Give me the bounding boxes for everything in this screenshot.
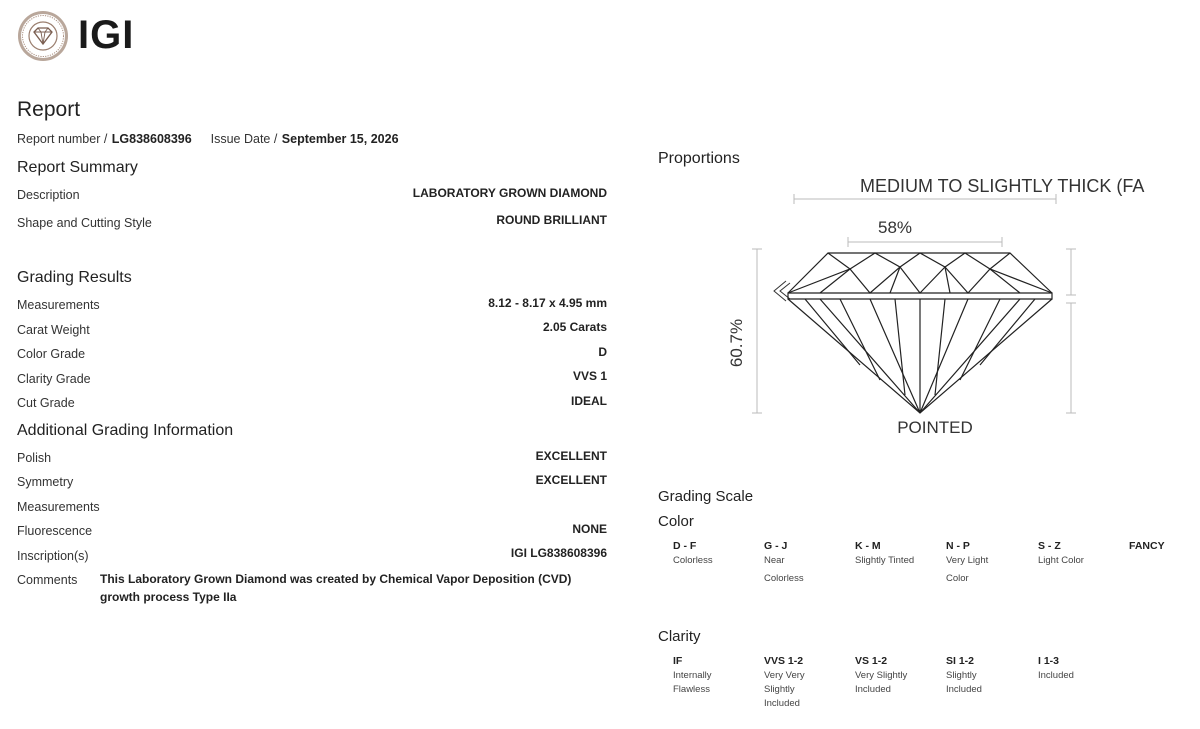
issue-date-label: Issue Date / (210, 132, 278, 146)
diamond-proportions-diagram (700, 165, 1180, 455)
color-scale-code: FANCY (1129, 540, 1165, 552)
clarity-scale-item (1038, 655, 1098, 683)
color-scale-item (855, 540, 935, 570)
fluorescence-label: Fluorescence (17, 524, 93, 538)
color-scale-desc: Slightly Tinted (855, 555, 915, 566)
color-scale-item (1038, 540, 1118, 570)
color-scale-code: G - J (764, 540, 788, 552)
cut-grade-label: Cut Grade (17, 396, 75, 410)
color-scale-title: Color (658, 513, 694, 530)
carat-value: 2.05 Carats (542, 320, 607, 334)
grading-scale-title: Grading Scale (658, 488, 754, 505)
clarity-scale-code: SI 1-2 (946, 655, 975, 667)
table-label: 58% (877, 218, 913, 237)
color-scale-code: S - Z (1038, 540, 1061, 552)
culet-label: POINTED (897, 418, 973, 437)
proportions-title: Proportions (658, 150, 740, 167)
add-measurements-label: Measurements (17, 500, 100, 514)
report-number-value: LG838608396 (111, 132, 192, 146)
color-scale-desc: Colorless (673, 555, 713, 566)
issue-date-value: September 15, 2026 (281, 132, 399, 146)
clarity-scale-item (946, 655, 996, 697)
polish-label: Polish (17, 451, 52, 465)
additional-title: Additional Grading Information (17, 422, 234, 439)
clarity-scale-title: Clarity (658, 628, 701, 645)
symmetry-label: Symmetry (17, 475, 74, 489)
grading-results-title: Grading Results (17, 269, 132, 286)
inscription-label: Inscription(s) (17, 549, 89, 563)
measurements-label: Measurements (17, 298, 100, 312)
report-meta (17, 130, 399, 148)
inscription-value: IGI LG838608396 (510, 546, 607, 560)
description-value: LABORATORY GROWN DIAMOND (412, 186, 607, 200)
clarity-scale-desc: Very Very Slightly Included (764, 670, 805, 709)
igi-logo-text: IGI (78, 13, 135, 57)
description-label: Description (17, 188, 80, 202)
clarity-scale-code: IF (673, 655, 683, 667)
comments-value: This Laboratory Grown Diamond was created by Chemical Vapor Deposition (CVD) growth process Type IIa (100, 572, 572, 604)
color-scale-desc: Near Colorless (764, 555, 804, 584)
clarity-scale-code: VVS 1-2 (764, 655, 804, 667)
igi-seal-icon (17, 10, 69, 62)
color-grade-label: Color Grade (17, 347, 86, 361)
measurements-value: 8.12 - 8.17 x 4.95 mm (488, 296, 607, 310)
shape-value: ROUND BRILLIANT (496, 213, 607, 227)
symmetry-value: EXCELLENT (535, 473, 607, 487)
comments-label: Comments (17, 573, 78, 587)
carat-label: Carat Weight (17, 323, 90, 337)
clarity-grade-label: Clarity Grade (17, 372, 91, 386)
color-scale-item (946, 540, 1006, 588)
color-scale-item (673, 540, 753, 570)
color-scale-desc: Very Light Color (946, 555, 989, 584)
color-scale-item (1129, 540, 1165, 552)
color-scale-code: D - F (673, 540, 697, 552)
cut-grade-value: IDEAL (571, 394, 607, 408)
clarity-scale-desc: Slightly Included (946, 670, 982, 695)
depth-label: 60.7% (727, 318, 746, 368)
clarity-scale-desc: Included (1038, 670, 1074, 681)
color-scale-code: K - M (855, 540, 881, 552)
clarity-scale-item (855, 655, 915, 697)
report-title: Report (17, 98, 81, 121)
color-grade-value: D (598, 345, 607, 359)
clarity-scale-desc: Very Slightly Included (855, 670, 908, 695)
clarity-scale-desc: Internally Flawless (673, 670, 712, 695)
girdle-label: MEDIUM TO SLIGHTLY THICK (FA (860, 176, 1145, 196)
clarity-scale-item (673, 655, 723, 697)
color-scale-desc: Light Color (1038, 555, 1084, 566)
clarity-scale-code: VS 1-2 (855, 655, 888, 667)
shape-label: Shape and Cutting Style (17, 216, 152, 230)
fluorescence-value: NONE (572, 522, 607, 536)
clarity-scale-item (764, 655, 814, 711)
clarity-grade-value: VVS 1 (572, 369, 607, 383)
polish-value: EXCELLENT (535, 449, 607, 463)
summary-title: Report Summary (17, 159, 138, 176)
clarity-scale-code: I 1-3 (1038, 655, 1060, 667)
color-scale-code: N - P (946, 540, 970, 552)
color-scale-item (764, 540, 824, 588)
report-number-label: Report number / (17, 132, 108, 146)
